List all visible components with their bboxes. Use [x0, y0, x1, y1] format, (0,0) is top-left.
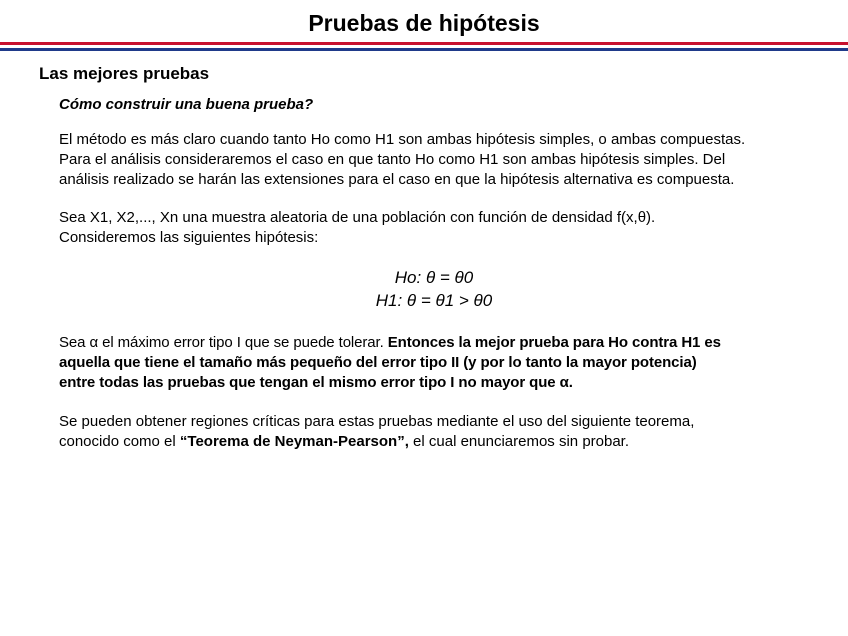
paragraph-line: Se pueden obtener regiones críticas para estas pruebas mediante el uso del siguiente teorema,: [59, 413, 695, 430]
alt-hypothesis-formula: H1: θ = θ1 > θ0: [375, 291, 493, 310]
paragraph-best-test: [59, 333, 829, 393]
title-divider-red: [0, 42, 848, 45]
paragraph-line: Para el análisis consideraremos el caso en que tanto Ho como H1 son ambas hipótesis simples. Del: [59, 151, 726, 168]
paragraph-line: Consideremos las siguientes hipótesis:: [59, 229, 319, 246]
slide-title: Pruebas de hipótesis: [308, 10, 540, 36]
paragraph-method: [59, 130, 829, 190]
title-divider-blue: [0, 48, 848, 51]
null-hypothesis-formula: Ho: θ = θ0: [394, 268, 474, 287]
paragraph-line: análisis realizado se harán las extensiones para el caso en que la hipótesis alternativa es compuesta.: [59, 171, 735, 188]
paragraph-intro: Sea α el máximo error tipo I que se puede tolerar.: [59, 334, 388, 351]
paragraph-theorem: [59, 412, 829, 452]
paragraph-line: El método es más claro cuando tanto Ho como H1 son ambas hipótesis simples, o ambas compuestas.: [59, 131, 746, 148]
paragraph-line: Sea X1, X2,..., Xn una muestra aleatoria de una población con función de densidad f(x,θ).: [59, 209, 656, 226]
paragraph-line: conocido como el: [59, 433, 180, 450]
paragraph-line: el cual enunciaremos sin probar.: [408, 433, 630, 450]
section-heading: Las mejores pruebas: [39, 64, 210, 83]
bold-statement-line: entre todas las pruebas que tengan el mismo error tipo I no mayor que α.: [59, 374, 573, 391]
subheading: Cómo construir una buena prueba?: [59, 96, 314, 113]
paragraph-sample: [59, 208, 829, 248]
theorem-name: “Teorema de Neyman-Pearson”,: [179, 433, 409, 450]
bold-statement-line: aquella que tiene el tamaño más pequeño del error tipo II (y por lo tanto la mayor potencia): [59, 354, 697, 371]
bold-statement-line: Entonces la mejor prueba para Ho contra H1 es: [387, 334, 721, 351]
